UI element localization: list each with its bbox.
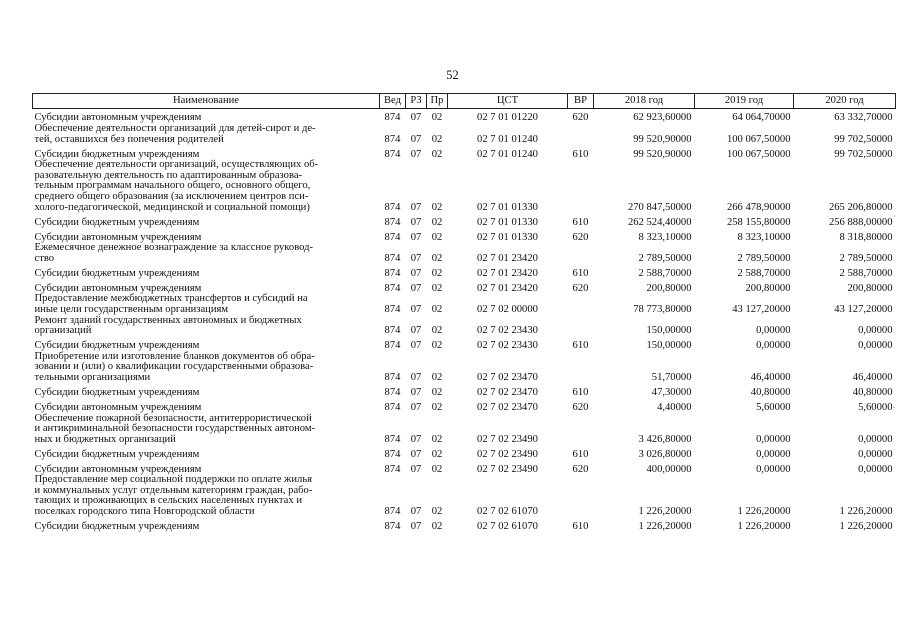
header-2018: 2018 год [594,94,695,109]
cell-ved: 874 [384,112,401,124]
name-line: Субсидии бюджетным учреждениям [34,216,200,228]
cell-2018: 1 226,20000 [638,521,692,533]
cell-pr: 02 [431,448,443,460]
name-line: Субсидии бюджетным учреждениям [34,267,200,279]
cell-2019: 1 226,20000 [737,506,791,518]
cell-name [33,279,380,294]
cell-name [33,316,380,337]
header-pr: Пр [427,94,448,109]
cell-ved: 874 [384,201,401,213]
cell-name [33,384,380,399]
cell-2018: 262 524,40000 [627,216,692,228]
cell-cst: 02 7 01 23420 [477,282,538,294]
cell-pr: 02 [431,252,443,264]
cell-cst: 02 7 01 01240 [477,133,538,145]
cell-2020: 1 226,20000 [839,521,893,533]
cell-2020: 99 702,50000 [834,133,893,145]
cell-pr: 02 [431,463,443,475]
cell-vr: 620 [572,112,589,124]
cell-vr: 610 [572,148,589,160]
cell-2018: 4,40000 [657,401,692,413]
cell-name [33,294,380,315]
cell-2020: 43 127,20000 [834,303,893,315]
cell-name [33,160,380,213]
name-line: и коммунальных услуг отдельным категориям граждан, рабо- [34,484,313,496]
cell-2019: 2 588,70000 [737,267,791,279]
table-row [33,475,896,517]
cell-vr [568,243,594,264]
name-line: разовательную деятельность по адаптированным образова- [34,169,303,181]
cell-2018: 47,30000 [651,386,692,398]
table-row [33,109,896,125]
cell-ved: 874 [384,401,401,413]
cell-name [33,124,380,145]
cell-vr: 610 [572,340,589,352]
cell-cst: 02 7 02 00000 [477,303,538,315]
cell-2020: 0,00000 [858,325,893,337]
name-line: Субсидии бюджетным учреждениям [34,148,200,160]
cell-cst: 02 7 02 23430 [477,325,538,337]
table-header [33,94,896,109]
cell-vr: 620 [572,231,589,243]
cell-cst: 02 7 02 23490 [477,448,538,460]
cell-rz: 07 [410,303,422,315]
cell-name [33,145,380,160]
cell-cst: 02 7 01 01330 [477,216,538,228]
cell-2019: 0,00000 [756,325,791,337]
cell-pr: 02 [431,340,443,352]
cell-2020: 256 888,00000 [828,216,893,228]
name-line: ство [34,252,55,264]
cell-cst: 02 7 02 61070 [477,506,538,518]
cell-ved: 874 [384,386,401,398]
cell-ved: 874 [384,282,401,294]
cell-ved: 874 [384,303,401,315]
cell-pr: 02 [431,401,443,413]
name-line: организаций [34,325,92,337]
cell-pr: 02 [431,282,443,294]
cell-2020: 99 702,50000 [834,148,893,160]
table-row [33,213,896,228]
cell-2018: 62 923,60000 [633,112,692,124]
cell-vr [568,352,594,384]
cell-2020: 200,80000 [847,282,893,294]
cell-rz: 07 [410,148,422,160]
cell-cst: 02 7 02 23470 [477,386,538,398]
cell-name [33,445,380,460]
cell-2019: 1 226,20000 [737,521,791,533]
name-line: среднего общего образования (за исключением центров пси- [34,190,309,202]
cell-cst: 02 7 02 23490 [477,463,538,475]
cell-2019: 8 323,10000 [737,231,791,243]
name-line: Субсидии автономным учреждениям [34,231,202,243]
cell-2020: 0,00000 [858,340,893,352]
cell-rz: 07 [410,340,422,352]
cell-ved: 874 [384,133,401,145]
margin-mark: . [893,400,896,410]
cell-rz: 07 [410,386,422,398]
name-line: тельным программам начального общего, основного общего, [34,180,311,192]
cell-pr: 02 [431,325,443,337]
cell-rz: 07 [410,133,422,145]
cell-ved: 874 [384,463,401,475]
cell-2018: 3 026,80000 [638,448,692,460]
header-name: Наименование [33,94,380,109]
header-2019: 2019 год [695,94,794,109]
cell-cst: 02 7 02 61070 [477,521,538,533]
table-row [33,518,896,533]
cell-vr [568,316,594,337]
name-line: Субсидии бюджетным учреждениям [34,448,200,460]
header-ved: Вед [380,94,406,109]
cell-vr: 610 [572,267,589,279]
cell-2018: 78 773,80000 [633,303,692,315]
cell-rz: 07 [410,433,422,445]
cell-ved: 874 [384,216,401,228]
cell-2019: 100 067,50000 [726,133,791,145]
cell-2019: 64 064,70000 [732,112,791,124]
cell-2018: 51,70000 [651,371,692,383]
cell-vr: 610 [572,386,589,398]
cell-2018: 99 520,90000 [633,148,692,160]
name-line: Субсидии автономным учреждениям [34,463,202,475]
table-row [33,264,896,279]
cell-cst: 02 7 02 23430 [477,340,538,352]
name-line: Субсидии автономным учреждениям [34,282,202,294]
cell-cst: 02 7 02 23470 [477,371,538,383]
header-vr: ВР [568,94,594,109]
cell-pr: 02 [431,371,443,383]
cell-name [33,475,380,517]
cell-pr: 02 [431,303,443,315]
cell-vr [568,414,594,446]
cell-2018: 150,00000 [646,325,692,337]
margin-mark: ´ [893,214,896,224]
budget-table [32,93,896,533]
cell-2020: 0,00000 [858,463,893,475]
name-line: Субсидии автономным учреждениям [34,112,202,124]
cell-pr: 02 [431,148,443,160]
cell-pr: 02 [431,112,443,124]
name-line: тающих и проживающих в сельских населенных пунктах и [34,495,302,507]
cell-vr [568,475,594,517]
cell-2019: 0,00000 [756,340,791,352]
cell-ved: 874 [384,267,401,279]
table-row [33,160,896,213]
cell-vr: 610 [572,216,589,228]
cell-cst: 02 7 02 23470 [477,401,538,413]
name-line: Предоставление межбюджетных трансфертов и субсидий на [34,293,308,305]
cell-2019: 0,00000 [756,448,791,460]
header-2020: 2020 год [794,94,896,109]
cell-2018: 2 588,70000 [638,267,692,279]
cell-ved: 874 [384,340,401,352]
cell-2020: 1 226,20000 [839,506,893,518]
cell-pr: 02 [431,216,443,228]
cell-ved: 874 [384,231,401,243]
cell-rz: 07 [410,252,422,264]
name-line: холого-педагогической, медицинской и социальной помощи) [34,201,310,213]
name-line: Субсидии автономным учреждениям [34,401,202,413]
name-line: Субсидии бюджетным учреждениям [34,386,200,398]
name-line: ных и бюджетных организаций [34,433,176,445]
cell-pr: 02 [431,433,443,445]
cell-vr: 620 [572,282,589,294]
cell-vr: 620 [572,401,589,413]
cell-rz: 07 [410,448,422,460]
cell-name [33,518,380,533]
cell-name [33,264,380,279]
cell-name [33,243,380,264]
cell-2020: 63 332,70000 [834,112,893,124]
cell-vr: 620 [572,463,589,475]
cell-ved: 874 [384,252,401,264]
name-line: Обеспечение пожарной безопасности, антитеррористической [34,412,312,424]
cell-2020: 46,40000 [852,371,893,383]
cell-2019: 100 067,50000 [726,148,791,160]
cell-ved: 874 [384,506,401,518]
cell-cst: 02 7 01 23420 [477,252,538,264]
cell-name [33,109,380,125]
cell-rz: 07 [410,282,422,294]
table-body [33,109,896,533]
name-line: Субсидии бюджетным учреждениям [34,340,200,352]
cell-ved: 874 [384,448,401,460]
cell-2018: 3 426,80000 [638,433,692,445]
cell-rz: 07 [410,371,422,383]
cell-cst: 02 7 01 01220 [477,112,538,124]
name-line: иные цели государственным организациям [34,303,229,315]
table-row [33,337,896,352]
cell-2018: 400,00000 [646,463,692,475]
cell-rz: 07 [410,231,422,243]
cell-pr: 02 [431,201,443,213]
cell-cst: 02 7 01 01240 [477,148,538,160]
cell-2020: 265 206,80000 [828,201,893,213]
cell-2018: 150,00000 [646,340,692,352]
cell-pr: 02 [431,506,443,518]
name-line: Ремонт зданий государственных автономных и бюджетных [34,314,302,326]
cell-name [33,352,380,384]
cell-2018: 1 226,20000 [638,506,692,518]
cell-2019: 0,00000 [756,433,791,445]
cell-rz: 07 [410,521,422,533]
name-line: Обеспечение деятельности организаций, осуществляющих об- [34,159,319,171]
cell-name [33,337,380,352]
name-line: Ежемесячное денежное вознаграждение за классное руковод- [34,242,314,254]
cell-2019: 46,40000 [750,371,791,383]
cell-cst: 02 7 01 01330 [477,231,538,243]
cell-rz: 07 [410,401,422,413]
cell-2019: 40,80000 [750,386,791,398]
table-row [33,145,896,160]
table-row [33,243,896,264]
cell-2019: 43 127,20000 [732,303,791,315]
cell-2020: 40,80000 [852,386,893,398]
cell-pr: 02 [431,386,443,398]
page-number: 52 [446,68,459,82]
table-row [33,384,896,399]
cell-2020: 2 789,50000 [839,252,893,264]
table-row [33,279,896,294]
cell-rz: 07 [410,325,422,337]
cell-cst: 02 7 01 01330 [477,201,538,213]
cell-rz: 07 [410,506,422,518]
cell-2018: 2 789,50000 [638,252,692,264]
cell-rz: 07 [410,112,422,124]
cell-name [33,399,380,414]
cell-2018: 99 520,90000 [633,133,692,145]
name-line: Приобретение или изготовление бланков документов об обра- [34,350,315,362]
name-line: поселках городского типа Новгородской области [34,506,255,518]
table-row [33,414,896,446]
cell-pr: 02 [431,133,443,145]
name-line: Предоставление мер социальной поддержки по оплате жилья [34,474,313,486]
cell-vr: 610 [572,448,589,460]
cell-pr: 02 [431,231,443,243]
header-rz: РЗ [406,94,427,109]
cell-ved: 874 [384,521,401,533]
table-row [33,399,896,414]
cell-2019: 266 478,90000 [726,201,791,213]
cell-2018: 8 323,10000 [638,231,692,243]
name-line: и антикриминальной безопасности государственных автоном- [34,423,316,435]
cell-ved: 874 [384,433,401,445]
cell-2019: 5,60000 [756,401,791,413]
name-line: тельными организациями [34,371,151,383]
cell-rz: 07 [410,201,422,213]
table-row [33,352,896,384]
cell-name [33,460,380,475]
cell-2020: 5,60000 [858,401,893,413]
cell-2019: 0,00000 [756,463,791,475]
table-row [33,124,896,145]
name-line: Обеспечение деятельности организаций для детей-сирот и де- [34,123,316,134]
cell-ved: 874 [384,325,401,337]
cell-2018: 270 847,50000 [627,201,692,213]
name-line: Субсидии бюджетным учреждениям [34,521,200,533]
header-cst: ЦСТ [448,94,568,109]
table-row [33,460,896,475]
cell-vr [568,124,594,145]
name-line: зовании и (или) о квалификации государственными образова- [34,361,314,373]
cell-rz: 07 [410,267,422,279]
table-row [33,228,896,243]
cell-vr [568,294,594,315]
cell-vr [568,160,594,213]
cell-name [33,213,380,228]
name-line: тей, оставшихся без попечения родителей [34,133,224,145]
cell-ved: 874 [384,371,401,383]
cell-2020: 0,00000 [858,433,893,445]
cell-2018: 200,80000 [646,282,692,294]
cell-rz: 07 [410,463,422,475]
cell-cst: 02 7 02 23490 [477,433,538,445]
cell-vr: 610 [572,521,589,533]
cell-ved: 874 [384,148,401,160]
cell-2019: 200,80000 [745,282,791,294]
cell-2019: 2 789,50000 [737,252,791,264]
cell-rz: 07 [410,216,422,228]
cell-pr: 02 [431,267,443,279]
cell-2020: 8 318,80000 [839,231,893,243]
cell-name [33,228,380,243]
table-row [33,445,896,460]
cell-2019: 258 155,80000 [726,216,791,228]
table-row [33,294,896,315]
cell-pr: 02 [431,521,443,533]
cell-2020: 0,00000 [858,448,893,460]
table-row [33,316,896,337]
cell-cst: 02 7 01 23420 [477,267,538,279]
cell-2020: 2 588,70000 [839,267,893,279]
cell-name [33,414,380,446]
